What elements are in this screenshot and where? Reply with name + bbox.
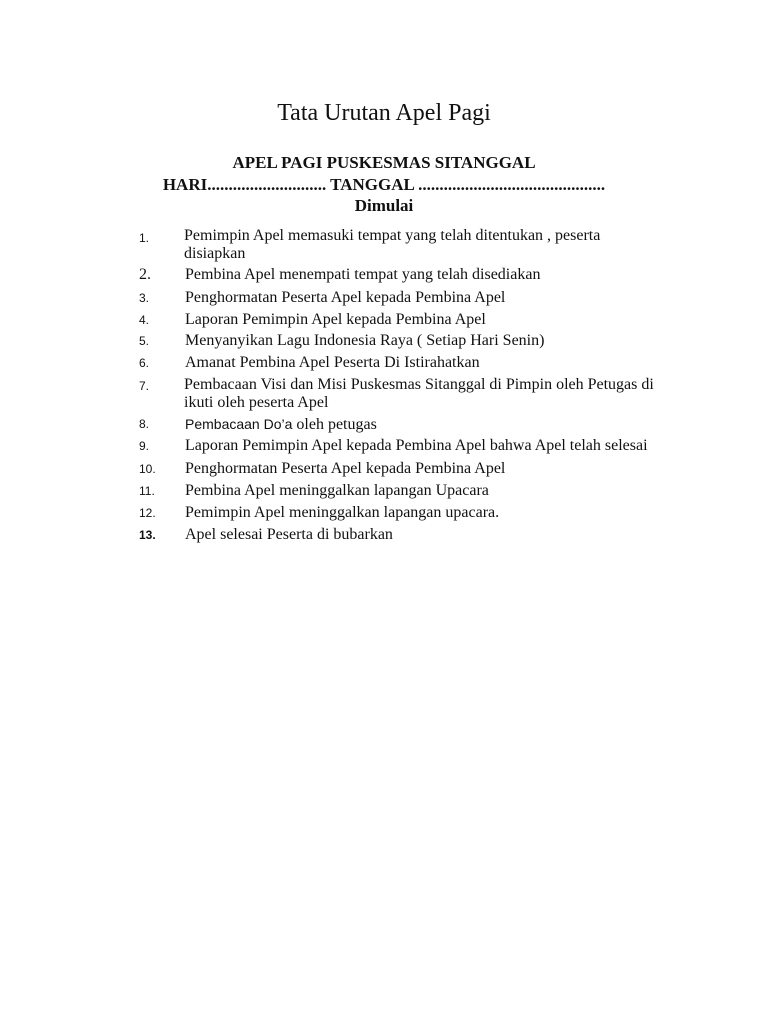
step-text: Pemimpin Apel memasuki tempat yang telah ditentukan , peserta disiapkan (184, 227, 601, 262)
step-number: 2. (139, 266, 151, 283)
step-text: Pemimpin Apel meninggalkan lapangan upacara. (185, 504, 500, 521)
step-text: Pembacaan Visi dan Misi Puskesmas Sitanggal di Pimpin oleh Petugas di ikuti oleh peserta Apel (184, 376, 654, 411)
step-text: Apel selesai Peserta di bubarkan (185, 526, 393, 543)
step-text: Pembina Apel meninggalkan lapangan Upacara (185, 482, 489, 499)
date-line: HARI............................ TANGGAL ............................................ (162, 175, 606, 194)
step-text: Laporan Pemimpin Apel kepada Pembina Apel bahwa Apel telah selesai (185, 437, 648, 454)
step-text: Pembina Apel menempati tempat yang telah disediakan (185, 266, 541, 283)
step-number: 12. (139, 506, 156, 520)
start-label: Dimulai (354, 196, 414, 215)
step-text: Penghormatan Peserta Apel kepada Pembina Apel (185, 460, 506, 477)
step-number: 1. (139, 231, 150, 245)
step-text: Menyanyikan Lagu Indonesia Raya ( Setiap Hari Senin) (185, 332, 545, 349)
step-text (185, 415, 685, 434)
document-title: Tata Urutan Apel Pagi (277, 100, 491, 126)
step-number: 8. (139, 417, 150, 431)
step-number: 5. (139, 334, 150, 348)
step-text: Amanat Pembina Apel Peserta Di Istirahatkan (185, 354, 480, 371)
step-number: 9. (139, 439, 150, 453)
step-number: 13. (139, 528, 156, 542)
step-text-part: oleh petugas (292, 416, 377, 433)
step-text-part: Pembacaan Do’a (185, 416, 293, 432)
step-text: Laporan Pemimpin Apel kepada Pembina Apel (185, 311, 486, 328)
step-number: 4. (139, 313, 150, 327)
step-number: 10. (139, 462, 156, 476)
step-number: 3. (139, 291, 150, 305)
step-text: Penghormatan Peserta Apel kepada Pembina Apel (185, 289, 506, 306)
step-number: 11. (139, 484, 155, 498)
step-number: 7. (139, 379, 150, 393)
organization-heading: APEL PAGI PUSKESMAS SITANGGAL (232, 153, 536, 172)
step-number: 6. (139, 356, 150, 370)
